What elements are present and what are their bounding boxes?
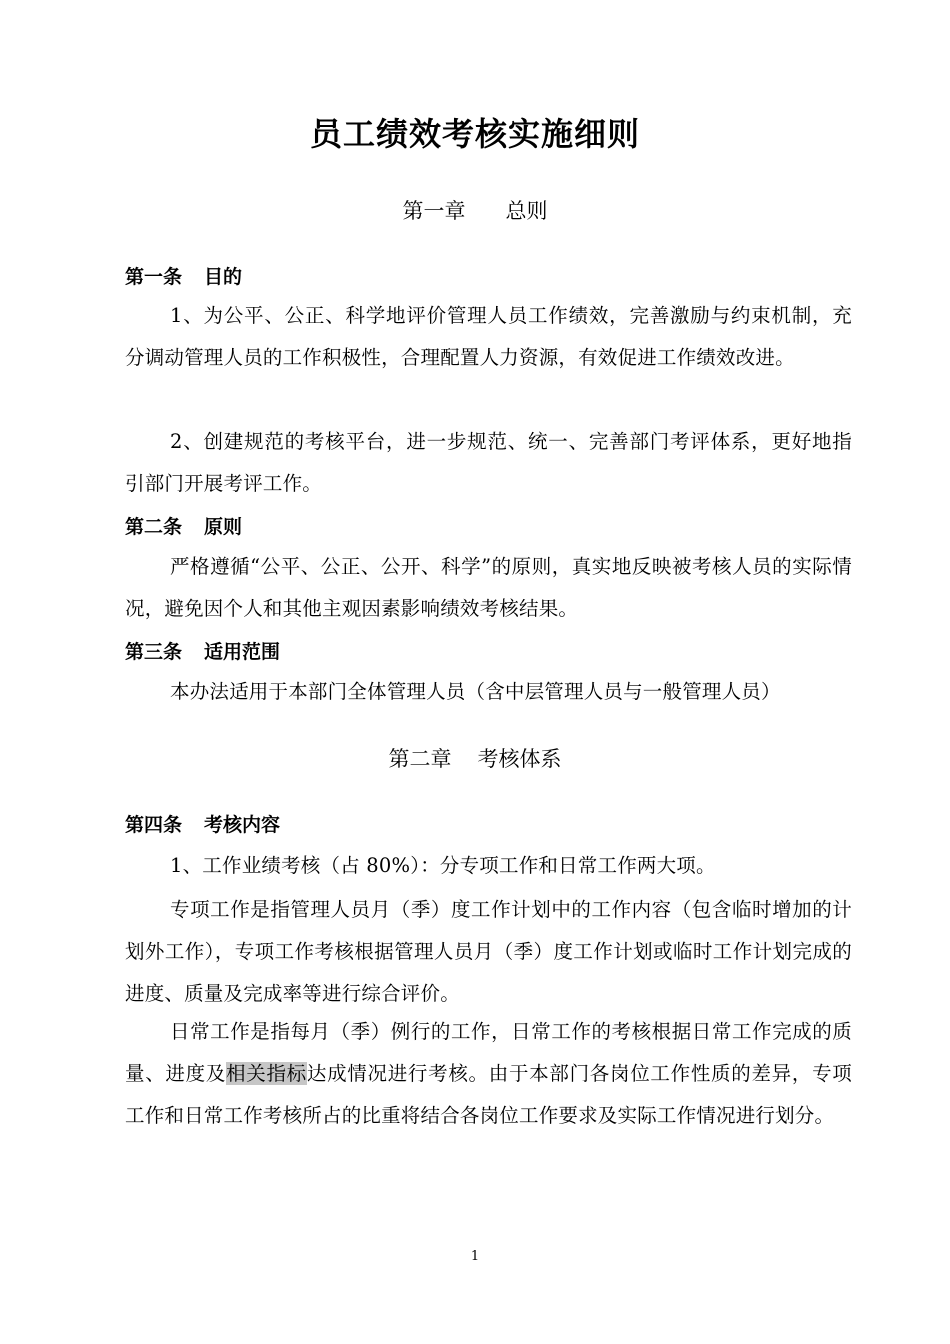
article-label: 第二条 <box>125 516 183 538</box>
article-name: 适用范围 <box>204 641 281 663</box>
chapter-heading-1 <box>0 196 950 226</box>
paragraph <box>125 1011 852 1137</box>
article-label: 第三条 <box>125 641 183 663</box>
paragraph: 本办法适用于本部门全体管理人员（含中层管理人员与一般管理人员） <box>170 680 781 703</box>
article-name: 目的 <box>204 266 243 288</box>
paragraph: 2、创建规范的考核平台，进一步规范、统一、完善部门考评体系，更好地指引部门开展考评工作。 <box>125 430 852 495</box>
document-title: 员工绩效考核实施细则 <box>309 115 640 153</box>
paragraph: 1、工作业绩考核（占 80%）：分专项工作和日常工作两大项。 <box>170 854 716 877</box>
article-name: 原则 <box>204 516 243 538</box>
chapter-label: 第一章 <box>402 199 466 223</box>
article-label: 第一条 <box>125 266 183 288</box>
article-label: 第四条 <box>125 814 183 836</box>
paragraph: 1、为公平、公正、科学地评价管理人员工作绩效，完善激励与约束机制，充分调动管理人员的工作积极性，合理配置人力资源，有效促进工作绩效改进。 <box>125 304 852 369</box>
chapter-name: 总则 <box>505 199 548 223</box>
article-name: 考核内容 <box>204 814 281 836</box>
chapter-name: 考核体系 <box>477 747 562 771</box>
highlighted-text: 相关指标 <box>226 1062 307 1085</box>
article-heading-4 <box>125 811 280 839</box>
chapter-heading-2 <box>0 744 950 774</box>
article-heading-1 <box>125 263 242 291</box>
article-heading-3 <box>125 638 280 666</box>
paragraph-text: 达成情况进行考核。由于本部门各岗位工作性质的差异，专项工作和日常工作考核所占的比重将结合各岗位工作要求及实际工作情况进行划分。 <box>125 1062 852 1127</box>
article-heading-2 <box>125 513 242 541</box>
paragraph: 专项工作是指管理人员月（季）度工作计划中的工作内容（包含临时增加的计划外工作），专项工作考核根据管理人员月（季）度工作计划或临时工作计划完成的进度、质量及完成率等进行综合评价。 <box>125 898 852 1005</box>
paragraph: 严格遵循“公平、公正、公开、科学”的原则，真实地反映被考核人员的实际情况，避免因个人和其他主观因素影响绩效考核结果。 <box>125 555 852 620</box>
chapter-label: 第二章 <box>388 747 452 771</box>
paragraph-text: 日常工作是指每月（季）例行的工作，日常工作的考核根据日常工作完成的质量、进度及 <box>125 1020 852 1085</box>
page-number: 1 <box>470 1249 480 1264</box>
